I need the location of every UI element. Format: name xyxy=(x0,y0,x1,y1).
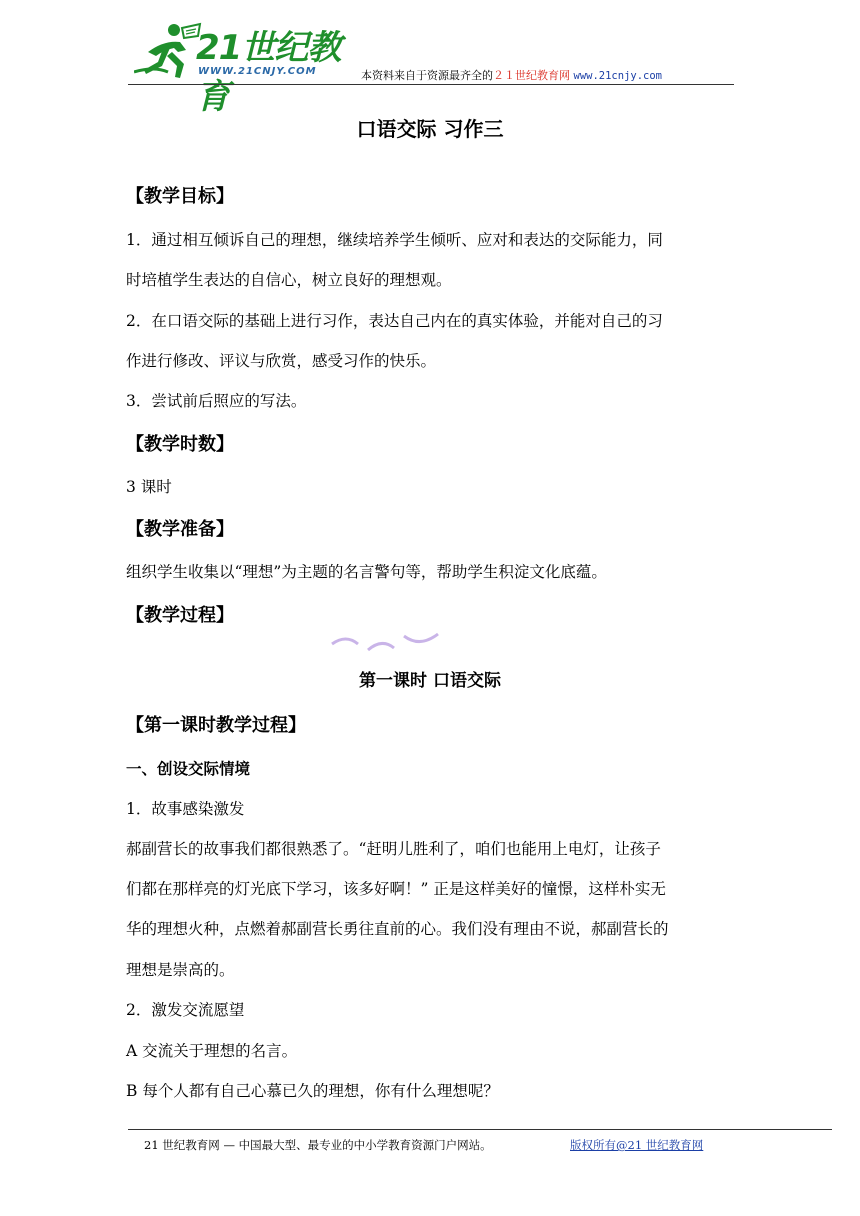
goal-2-line-1: 2．在口语交际的基础上进行习作，表达自己内在的真实体验，并能对自己的习 xyxy=(126,312,663,330)
footer-copyright-link[interactable]: 版权所有@21 世纪教育网 xyxy=(570,1138,704,1152)
header-divider xyxy=(128,84,734,85)
goal-2-line-2: 作进行修改、评议与欣赏，感受习作的快乐。 xyxy=(126,352,437,370)
hours-heading: 【教学时数】 xyxy=(126,434,234,455)
item-a: A 交流关于理想的名言。 xyxy=(126,1042,298,1060)
story-line-2: 们都在那样亮的灯光底下学习，该多好啊！” 正是这样美好的憧憬，这样朴实无 xyxy=(126,880,666,898)
page-title: 口语交际 习作三 xyxy=(356,117,504,141)
goal-1-line-2: 时培植学生表达的自信心，树立良好的理想观。 xyxy=(126,271,452,289)
goal-1-line-1: 1．通过相互倾诉自己的理想，继续培养学生倾听、应对和表达的交际能力，同 xyxy=(126,231,663,249)
item-2: 2．激发交流愿望 xyxy=(126,1001,245,1019)
site-logo[interactable] xyxy=(134,18,344,117)
page-header xyxy=(128,14,734,117)
item-b: B 每个人都有自己心慕已久的理想，你有什么理想呢？ xyxy=(126,1082,499,1100)
wave-ornament-icon xyxy=(328,628,446,658)
footer-text: 21 世纪教育网 — 中国最大型、最专业的中小学教育资源门户网站。 xyxy=(144,1138,492,1152)
runner-icon xyxy=(134,22,204,82)
lesson-title: 第一课时 口语交际 xyxy=(359,671,501,691)
part-1-heading: 一、创设交际情境 xyxy=(126,759,251,778)
prep-text: 组织学生收集以“理想”为主题的名言警句等，帮助学生积淀文化底蕴。 xyxy=(126,563,607,581)
process-heading: 【教学过程】 xyxy=(126,605,234,626)
logo-text: 21世纪教育 xyxy=(196,28,341,117)
story-line-3: 华的理想火种，点燃着郝副营长勇往直前的心。我们没有理由不说，郝副营长的 xyxy=(126,920,669,938)
header-note-prefix: 本资料来自于资源最齐全的 xyxy=(361,69,493,82)
story-line-1: 郝副营长的故事我们都很熟悉了。“赶明儿胜利了，咱们也能用上电灯，让孩子 xyxy=(126,840,661,858)
goals-heading: 【教学目标】 xyxy=(126,186,234,207)
item-1: 1．故事感染激发 xyxy=(126,800,245,818)
logo-url: WWW.21CNJY.COM xyxy=(198,66,317,77)
goal-3: 3．尝试前后照应的写法。 xyxy=(126,392,307,410)
header-note xyxy=(361,67,662,83)
lesson-process-heading: 【第一课时教学过程】 xyxy=(126,715,306,736)
story-line-4: 理想是崇高的。 xyxy=(126,961,235,979)
prep-heading: 【教学准备】 xyxy=(126,519,234,540)
footer-divider xyxy=(128,1129,832,1130)
header-note-url[interactable]: www.21cnjy.com xyxy=(573,70,663,82)
header-note-site[interactable]: ２１世纪教育网 xyxy=(493,69,570,82)
hours-text: 3 课时 xyxy=(126,478,172,496)
